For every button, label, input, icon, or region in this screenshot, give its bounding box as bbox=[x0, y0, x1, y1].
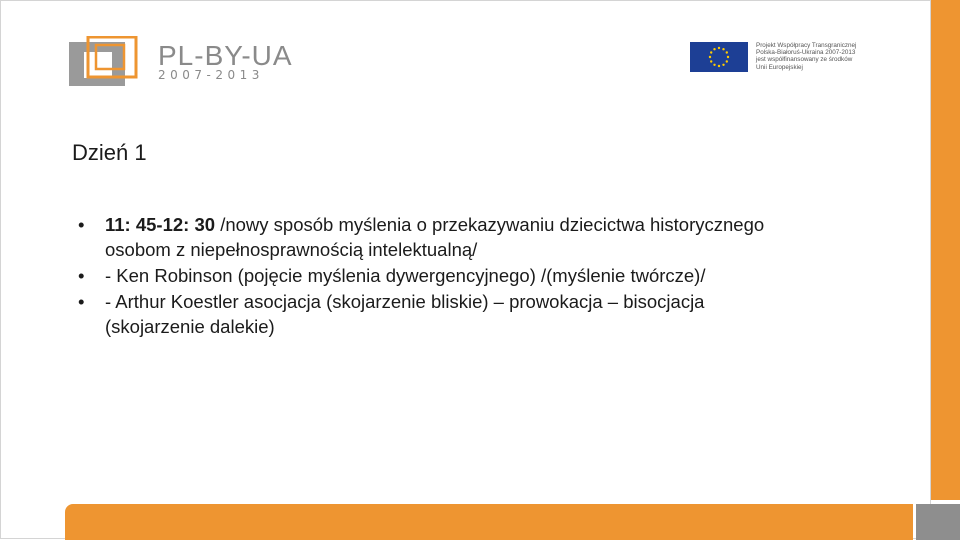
eu-star bbox=[726, 51, 728, 53]
eu-funding-note bbox=[756, 42, 916, 71]
eu-star bbox=[718, 47, 720, 49]
eu-star bbox=[726, 60, 728, 62]
eu-star bbox=[718, 65, 720, 67]
list-item bbox=[78, 212, 798, 262]
list-item bbox=[78, 263, 798, 288]
right-accent-bar bbox=[931, 0, 960, 500]
eu-flag-icon bbox=[690, 42, 748, 72]
eu-star bbox=[710, 51, 712, 53]
eu-star bbox=[722, 64, 724, 66]
eu-star bbox=[713, 48, 715, 50]
logo-name: PL-BY-UA bbox=[158, 40, 293, 71]
bullet-icon: • bbox=[78, 291, 85, 312]
bullet-icon: • bbox=[78, 214, 85, 235]
eu-text-line: Polska-Białoruś-Ukraina 2007-2013 bbox=[756, 49, 856, 57]
eu-star bbox=[713, 64, 715, 66]
eu-star bbox=[722, 48, 724, 50]
bullet-list bbox=[78, 212, 798, 340]
item-text: /nowy sposób myślenia o przekazywaniu dziecictwa historycznego osobom z niepełnosprawnością intelektualną/ bbox=[105, 214, 765, 260]
time-range: 11: 45-12: 30 bbox=[105, 214, 216, 235]
eu-text-line: Projekt Współpracy Transgranicznej bbox=[756, 42, 857, 49]
eu-text-line: Unii Europejskiej bbox=[756, 63, 803, 71]
bottom-accent-bar bbox=[65, 504, 913, 540]
item-text: - Arthur Koestler asocjacja (skojarzenie bliskie) – prowokacja – bisocjacja (skojarzenie dalekie) bbox=[105, 291, 705, 337]
bullet-icon: • bbox=[78, 265, 85, 286]
eu-star bbox=[710, 60, 712, 62]
eu-star bbox=[709, 56, 711, 58]
list-item bbox=[78, 289, 798, 339]
corner-gray-block bbox=[916, 504, 960, 540]
program-logo-icon bbox=[68, 36, 142, 88]
logo-years: 2007-2013 bbox=[158, 68, 264, 82]
item-text: - Ken Robinson (pojęcie myślenia dywergencyjnego) /(myślenie twórcze)/ bbox=[105, 265, 706, 286]
slide-title: Dzień 1 bbox=[72, 140, 147, 165]
eu-star bbox=[727, 56, 729, 58]
eu-text-line: jest współfinansowany ze środków bbox=[756, 56, 853, 64]
